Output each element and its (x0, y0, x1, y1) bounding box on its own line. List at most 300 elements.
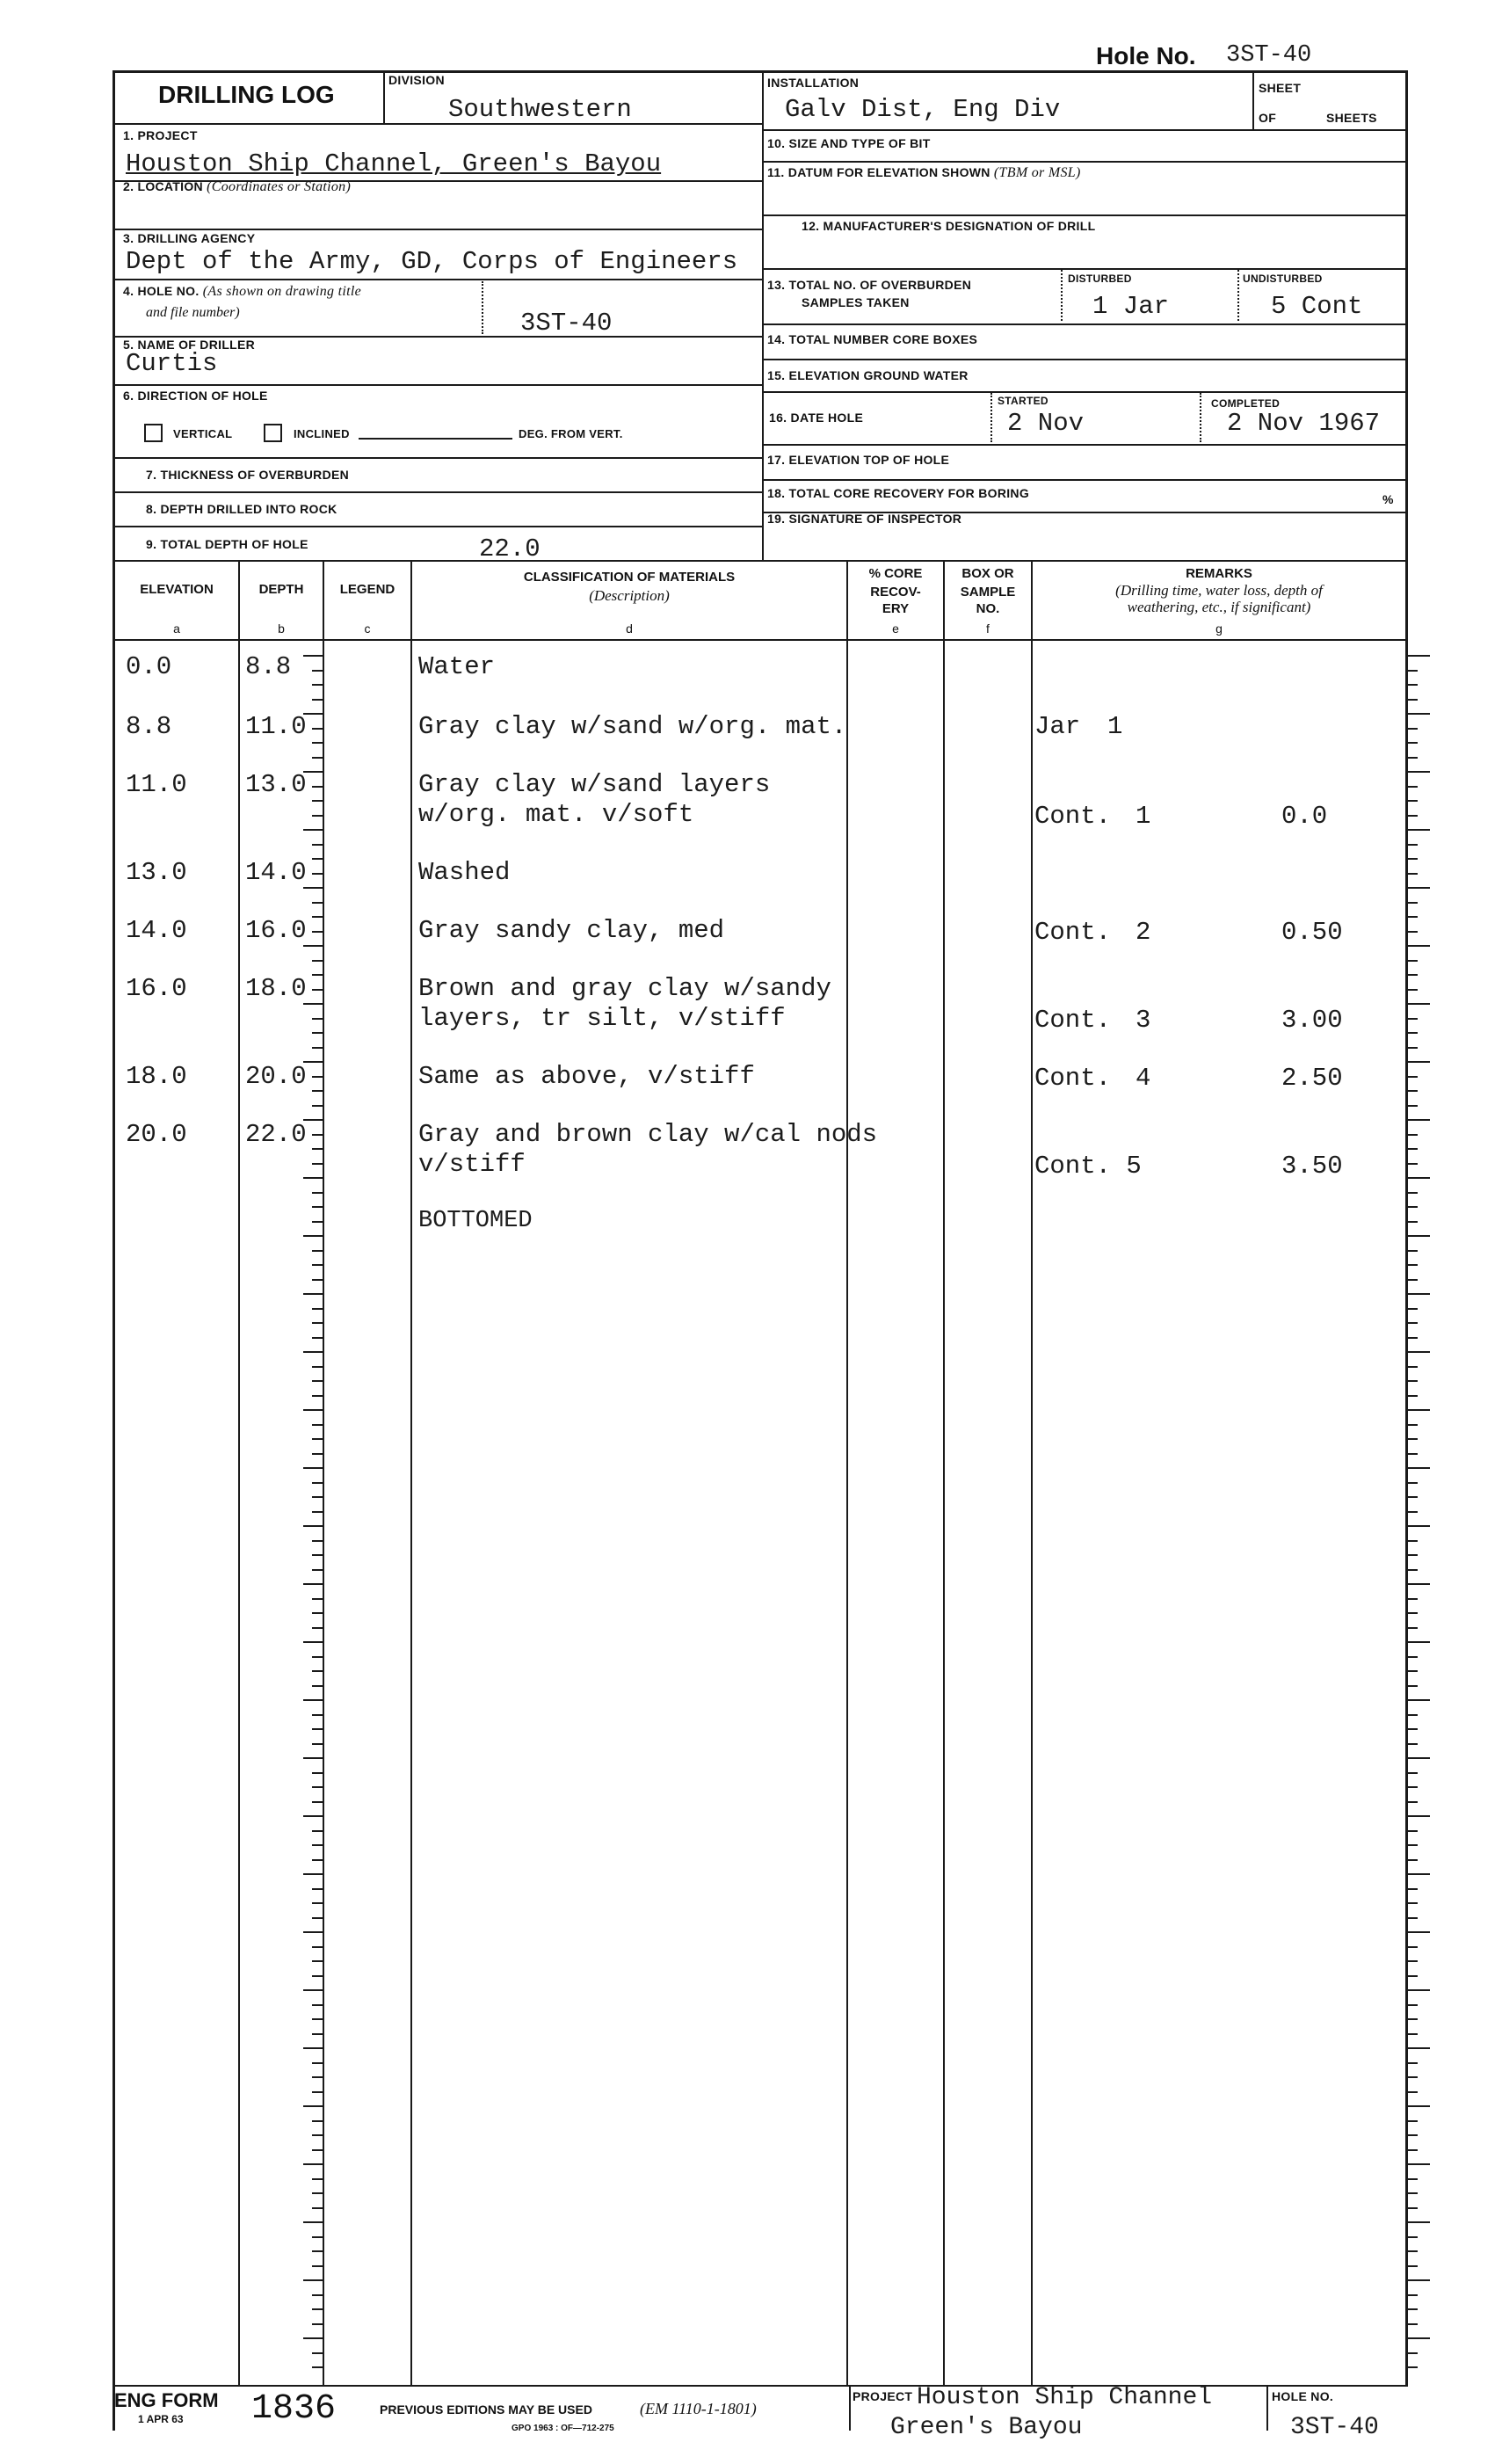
margin-tick (1407, 2337, 1430, 2339)
form-title: DRILLING LOG (158, 81, 335, 108)
installation-value[interactable]: Galv Dist, Eng Div (785, 95, 1061, 124)
depth-tick (303, 2337, 323, 2339)
margin-tick (1407, 1975, 1418, 1977)
completed-value[interactable]: 2 Nov 1967 (1227, 409, 1381, 438)
margin-tick (1407, 1656, 1418, 1658)
margin-tick (1407, 1496, 1418, 1498)
depth-tick (303, 2221, 323, 2223)
margin-tick (1407, 1395, 1418, 1397)
depth-tick (303, 655, 323, 657)
margin-tick (1407, 1409, 1430, 1411)
depth-tick (303, 1583, 323, 1585)
margin-tick (1407, 931, 1418, 933)
form-date: 1 APR 63 (138, 2413, 184, 2425)
margin-tick (1407, 1018, 1418, 1020)
row-value: 0.50 (1281, 918, 1343, 947)
location-hint: (Coordinates or Station) (207, 179, 352, 194)
row-depth: 11.0 (245, 712, 307, 741)
margin-tick (1407, 1090, 1418, 1092)
depth-tick (303, 2163, 323, 2165)
depth-tick (312, 1859, 323, 1861)
date-hole-label: 16. DATE HOLE (769, 411, 864, 425)
margin-tick (1407, 2149, 1418, 2151)
margin-tick (1407, 771, 1430, 773)
col-letter-b: b (278, 621, 285, 636)
depth-tick (312, 1786, 323, 1788)
depth-tick (312, 1656, 323, 1658)
margin-tick (1407, 2366, 1418, 2368)
datum-field[interactable] (767, 165, 1081, 181)
depth-tick (312, 2250, 323, 2252)
vertical-label: VERTICAL (173, 427, 233, 440)
direction-label: 6. DIRECTION OF HOLE (123, 389, 268, 403)
row-sample-no: 4 (1136, 1064, 1151, 1093)
depth-tick (312, 916, 323, 918)
sheets-label: SHEETS (1326, 111, 1377, 125)
depth-tick (312, 1801, 323, 1803)
depth-tick (312, 960, 323, 962)
margin-tick (1407, 1873, 1430, 1875)
ground-water-label: 15. ELEVATION GROUND WATER (767, 368, 969, 382)
margin-tick (1407, 945, 1430, 947)
datum-label: 11. DATUM FOR ELEVATION SHOWN (767, 165, 990, 179)
depth-tick (303, 1235, 323, 1237)
margin-tick (1407, 1177, 1430, 1179)
margin-tick (1407, 2091, 1418, 2093)
depth-tick (312, 873, 323, 875)
margin-tick (1407, 887, 1430, 889)
margin-tick (1407, 713, 1430, 715)
margin-tick (1407, 1844, 1418, 1846)
core-recovery-unit: % (1382, 492, 1394, 506)
row-elevation: 11.0 (126, 770, 187, 799)
row-elevation: 14.0 (126, 916, 187, 945)
depth-tick (303, 2047, 323, 2049)
col-legend-header: LEGEND (339, 582, 395, 597)
margin-tick (1407, 1482, 1418, 1484)
margin-tick (1407, 1931, 1430, 1933)
margin-tick (1407, 1554, 1418, 1556)
depth-tick (303, 1177, 323, 1179)
depth-tick (312, 1946, 323, 1948)
margin-tick (1407, 1989, 1430, 1991)
col-box-header-1: BOX OR (961, 566, 1014, 581)
eng-form-label: ENG FORM (114, 2389, 219, 2411)
depth-tick (312, 1206, 323, 1208)
depth-tick (312, 1395, 323, 1397)
margin-tick (1407, 989, 1418, 991)
margin-tick (1407, 1757, 1430, 1759)
margin-tick (1407, 1902, 1418, 1904)
col-remarks-subheader-1: (Drilling time, water loss, depth of (1115, 582, 1323, 599)
margin-tick (1407, 1960, 1418, 1962)
bit-label: 10. SIZE AND TYPE OF BIT (767, 136, 931, 150)
depth-tick (312, 1612, 323, 1614)
margin-tick (1407, 1888, 1418, 1890)
margin-tick (1407, 1598, 1418, 1600)
depth-tick (312, 1482, 323, 1484)
row-description-cont: layers, tr silt, v/stiff (418, 1004, 786, 1033)
core-boxes-label: 14. TOTAL NUMBER CORE BOXES (767, 332, 978, 346)
margin-tick (1407, 1148, 1418, 1150)
margin-tick (1407, 800, 1418, 802)
margin-tick (1407, 2163, 1430, 2165)
margin-tick (1407, 2250, 1418, 2252)
depth-tick (312, 1917, 323, 1919)
margin-tick (1407, 902, 1418, 904)
depth-tick (303, 2279, 323, 2281)
depth-tick (312, 1540, 323, 1542)
depth-tick (312, 1047, 323, 1049)
depth-tick (312, 1830, 323, 1832)
footer-project-value-1: Houston Ship Channel (917, 2384, 1213, 2411)
depth-tick (312, 1308, 323, 1310)
margin-tick (1407, 2033, 1418, 2035)
depth-tick (312, 1772, 323, 1774)
margin-tick (1407, 1366, 1418, 1368)
margin-tick (1407, 873, 1418, 875)
row-elevation: 0.0 (126, 652, 172, 681)
margin-tick (1407, 655, 1430, 657)
margin-tick (1407, 2323, 1418, 2325)
col-letter-a: a (173, 621, 180, 636)
deg-from-vert-label: DEG. FROM VERT. (519, 427, 623, 440)
margin-tick (1407, 1699, 1430, 1701)
division-value[interactable]: Southwestern (448, 95, 632, 124)
disturbed-value[interactable]: 1 Jar (1092, 292, 1170, 321)
depth-tick (312, 684, 323, 686)
margin-tick (1407, 728, 1418, 730)
margin-tick (1407, 974, 1418, 976)
margin-tick (1407, 1351, 1430, 1353)
depth-tick (303, 2105, 323, 2107)
row-description-cont: v/stiff (418, 1150, 526, 1179)
margin-tick (1407, 1569, 1418, 1571)
margin-tick (1407, 2279, 1430, 2281)
row-description: Washed (418, 858, 511, 887)
inspector-label: 19. SIGNATURE OF INSPECTOR (767, 512, 962, 526)
depth-tick (312, 2033, 323, 2035)
row-sample: Cont. (1034, 1006, 1112, 1035)
depth-tick (303, 1293, 323, 1295)
started-label: STARTED (998, 395, 1048, 407)
undisturbed-label: UNDISTURBED (1243, 273, 1323, 285)
depth-tick (303, 1641, 323, 1643)
depth-tick (312, 1902, 323, 1904)
depth-tick (312, 2207, 323, 2209)
depth-tick (312, 1975, 323, 1977)
row-sample: Cont. (1034, 1064, 1112, 1093)
depth-tick (312, 1960, 323, 1962)
margin-tick (1407, 742, 1418, 744)
col-elevation-header: ELEVATION (140, 582, 214, 597)
inclined-degree-line[interactable] (359, 438, 512, 440)
row-description: Gray and brown clay w/cal nods (418, 1120, 878, 1149)
hole-no-hint-1: (As shown on drawing title (202, 284, 362, 299)
margin-tick (1407, 858, 1418, 860)
margin-tick (1407, 1627, 1418, 1629)
depth-tick (312, 2018, 323, 2020)
col-remarks-header: REMARKS (1186, 566, 1252, 581)
row-value: 3.50 (1281, 1152, 1343, 1181)
project-label: 1. PROJECT (123, 128, 198, 142)
em-reference: (EM 1110-1-1801) (640, 2400, 757, 2417)
margin-tick (1407, 2207, 1418, 2209)
margin-tick (1407, 699, 1418, 701)
hole-no-value[interactable]: 3ST-40 (520, 309, 613, 338)
depth-tick (312, 1105, 323, 1107)
depth-tick (312, 1366, 323, 1368)
depth-tick (312, 800, 323, 802)
col-classification-header: CLASSIFICATION OF MATERIALS (523, 570, 736, 585)
depth-tick (303, 1409, 323, 1411)
hole-no-hint-2: and file number) (146, 305, 240, 320)
depth-tick (312, 902, 323, 904)
division-label: DIVISION (388, 73, 445, 87)
depth-tick (312, 1163, 323, 1165)
margin-tick (1407, 1786, 1418, 1788)
depth-tick (312, 1888, 323, 1890)
bottomed-note: BOTTOMED (418, 1208, 533, 1234)
row-depth: 18.0 (245, 974, 307, 1003)
margin-tick (1407, 1859, 1418, 1861)
margin-tick (1407, 1105, 1418, 1107)
depth-tick (312, 1511, 323, 1513)
row-depth: 20.0 (245, 1062, 307, 1091)
row-description: Same as above, v/stiff (418, 1062, 755, 1091)
depth-tick (312, 2323, 323, 2325)
depth-tick (312, 1598, 323, 1600)
row-description: Gray clay w/sand w/org. mat. (418, 712, 847, 741)
depth-tick (312, 1380, 323, 1382)
project-value[interactable]: Houston Ship Channel, Green's Bayou (126, 149, 662, 178)
gpo-note: GPO 1963 : OF—712-275 (512, 2424, 614, 2433)
samples-label-1: 13. TOTAL NO. OF OVERBURDEN (767, 278, 972, 292)
depth-tick (312, 1250, 323, 1252)
margin-tick (1407, 2120, 1418, 2122)
margin-tick (1407, 1250, 1418, 1252)
row-sample-no: 1 (1136, 802, 1151, 831)
depth-tick (303, 1525, 323, 1527)
vertical-checkbox[interactable] (144, 424, 163, 442)
depth-tick (312, 815, 323, 817)
row-depth: 8.8 (245, 652, 292, 681)
form-number: 1836 (251, 2389, 337, 2429)
depth-tick (312, 2236, 323, 2238)
rock-label: 8. DEPTH DRILLED INTO ROCK (146, 502, 337, 516)
col-box-header-2: SAMPLE (960, 585, 1016, 600)
footer-project-value-2: Green's Bayou (890, 2414, 1083, 2441)
depth-tick (312, 1322, 323, 1324)
row-depth: 13.0 (245, 770, 307, 799)
margin-tick (1407, 2178, 1418, 2180)
location-field[interactable] (123, 179, 351, 195)
depth-tick (312, 2134, 323, 2136)
margin-tick (1407, 2192, 1418, 2194)
depth-tick (312, 1337, 323, 1339)
margin-tick (1407, 1192, 1418, 1194)
hole-no-header-label: Hole No. (1096, 42, 1196, 69)
margin-tick (1407, 829, 1430, 831)
depth-tick (312, 989, 323, 991)
depth-tick (312, 1569, 323, 1571)
margin-tick (1407, 2221, 1430, 2223)
col-core-header-3: ERY (882, 601, 910, 616)
margin-tick (1407, 1322, 1418, 1324)
depth-tick (312, 757, 323, 759)
margin-tick (1407, 1293, 1430, 1295)
row-sample: Cont. (1034, 802, 1112, 831)
margin-tick (1407, 844, 1418, 846)
row-value: 2.50 (1281, 1064, 1343, 1093)
overburden-label: 7. THICKNESS OF OVERBURDEN (146, 468, 350, 482)
depth-tick (312, 931, 323, 933)
margin-tick (1407, 1061, 1430, 1063)
margin-tick (1407, 2047, 1430, 2049)
margin-tick (1407, 1583, 1430, 1585)
margin-tick (1407, 1235, 1430, 1237)
inclined-checkbox[interactable] (264, 424, 282, 442)
col-core-header-2: RECOV- (870, 585, 921, 600)
datum-hint: (TBM or MSL) (993, 165, 1081, 180)
margin-tick (1407, 1670, 1418, 1672)
margin-tick (1407, 960, 1418, 962)
depth-tick (312, 1134, 323, 1136)
margin-tick (1407, 2236, 1418, 2238)
margin-tick (1407, 1424, 1418, 1426)
margin-tick (1407, 1946, 1418, 1948)
depth-tick (303, 887, 323, 889)
depth-tick (312, 2062, 323, 2064)
depth-tick (312, 1076, 323, 1078)
agency-label: 3. DRILLING AGENCY (123, 231, 256, 245)
margin-tick (1407, 1264, 1418, 1266)
margin-tick (1407, 2265, 1418, 2267)
depth-tick (312, 728, 323, 730)
hole-no-header-value: 3ST-40 (1226, 42, 1312, 69)
margin-tick (1407, 1801, 1418, 1803)
margin-tick (1407, 2308, 1418, 2310)
margin-tick (1407, 670, 1418, 672)
samples-label-2: SAMPLES TAKEN (802, 295, 910, 309)
depth-tick (312, 2149, 323, 2151)
depth-tick (312, 699, 323, 701)
margin-tick (1407, 1380, 1418, 1382)
hole-no-field (123, 284, 361, 300)
depth-tick (312, 2192, 323, 2194)
elev-top-label: 17. ELEVATION TOP OF HOLE (767, 453, 950, 467)
row-sample-no: 2 (1136, 918, 1151, 947)
col-depth-header: DEPTH (258, 582, 304, 597)
row-elevation: 20.0 (126, 1120, 187, 1149)
margin-tick (1407, 815, 1418, 817)
driller-label: 5. NAME OF DRILLER (123, 338, 256, 352)
depth-tick (303, 1699, 323, 1701)
col-letter-g: g (1215, 621, 1223, 636)
col-letter-f: f (986, 621, 990, 636)
driller-value[interactable]: Curtis (126, 349, 218, 378)
row-description-cont: w/org. mat. v/soft (418, 800, 694, 829)
undisturbed-value[interactable]: 5 Cont (1271, 292, 1363, 321)
margin-tick (1407, 1206, 1418, 1208)
margin-tick (1407, 786, 1418, 788)
row-sample: Jar (1034, 712, 1081, 741)
depth-tick (303, 1815, 323, 1817)
row-description: Gray clay w/sand layers (418, 770, 771, 799)
margin-tick (1407, 1714, 1418, 1716)
margin-tick (1407, 1279, 1418, 1281)
depth-tick (312, 670, 323, 672)
depth-tick (312, 2366, 323, 2368)
hole-no-label: 4. HOLE NO. (123, 284, 200, 298)
margin-tick (1407, 1047, 1418, 1049)
agency-value[interactable]: Dept of the Army, GD, Corps of Engineers (126, 247, 738, 276)
row-sample: Cont. 5 (1034, 1152, 1142, 1181)
depth-tick (312, 1743, 323, 1745)
total-depth-value[interactable]: 22.0 (479, 534, 541, 563)
depth-tick (303, 1989, 323, 1991)
col-remarks-subheader-2: weathering, etc., if significant) (1127, 599, 1311, 615)
depth-tick (312, 1844, 323, 1846)
col-letter-d: d (626, 621, 633, 636)
depth-tick (303, 1931, 323, 1933)
depth-tick (312, 2120, 323, 2122)
depth-tick (312, 974, 323, 976)
margin-tick (1407, 1772, 1418, 1774)
depth-tick (312, 2265, 323, 2267)
col-letter-c: c (364, 621, 371, 636)
depth-tick (312, 1453, 323, 1455)
depth-tick (312, 1090, 323, 1092)
col-classification-subheader: (Description) (589, 587, 670, 604)
margin-tick (1407, 1467, 1430, 1469)
started-value[interactable]: 2 Nov (1007, 409, 1085, 438)
row-sample-no: 3 (1136, 1006, 1151, 1035)
depth-tick (312, 1424, 323, 1426)
row-value: 0.0 (1281, 802, 1328, 831)
col-box-header-3: NO. (976, 601, 1000, 616)
margin-tick (1407, 1163, 1418, 1165)
margin-tick (1407, 1743, 1418, 1745)
margin-tick (1407, 2062, 1418, 2064)
depth-tick (312, 1554, 323, 1556)
depth-tick (312, 786, 323, 788)
margin-tick (1407, 1830, 1418, 1832)
location-label: 2. LOCATION (123, 179, 203, 193)
row-elevation: 18.0 (126, 1062, 187, 1091)
margin-tick (1407, 1685, 1418, 1687)
margin-tick (1407, 1119, 1430, 1121)
total-depth-label: 9. TOTAL DEPTH OF HOLE (146, 537, 308, 551)
row-description: Gray sandy clay, med (418, 916, 725, 945)
row-description: Water (418, 652, 496, 681)
margin-tick (1407, 1511, 1418, 1513)
depth-tick (303, 1003, 323, 1005)
col-letter-e: e (892, 621, 899, 636)
depth-tick (312, 1496, 323, 1498)
sheet-label: SHEET (1259, 81, 1302, 95)
manufacturer-label: 12. MANUFACTURER'S DESIGNATION OF DRILL (802, 219, 1096, 233)
depth-tick (312, 1192, 323, 1194)
row-depth: 14.0 (245, 858, 307, 887)
margin-tick (1407, 1337, 1418, 1339)
col-core-header-1: % CORE (868, 566, 923, 581)
margin-tick (1407, 2105, 1430, 2107)
margin-tick (1407, 1612, 1418, 1614)
row-elevation: 16.0 (126, 974, 187, 1003)
margin-tick (1407, 1003, 1430, 1005)
depth-tick (312, 2091, 323, 2093)
